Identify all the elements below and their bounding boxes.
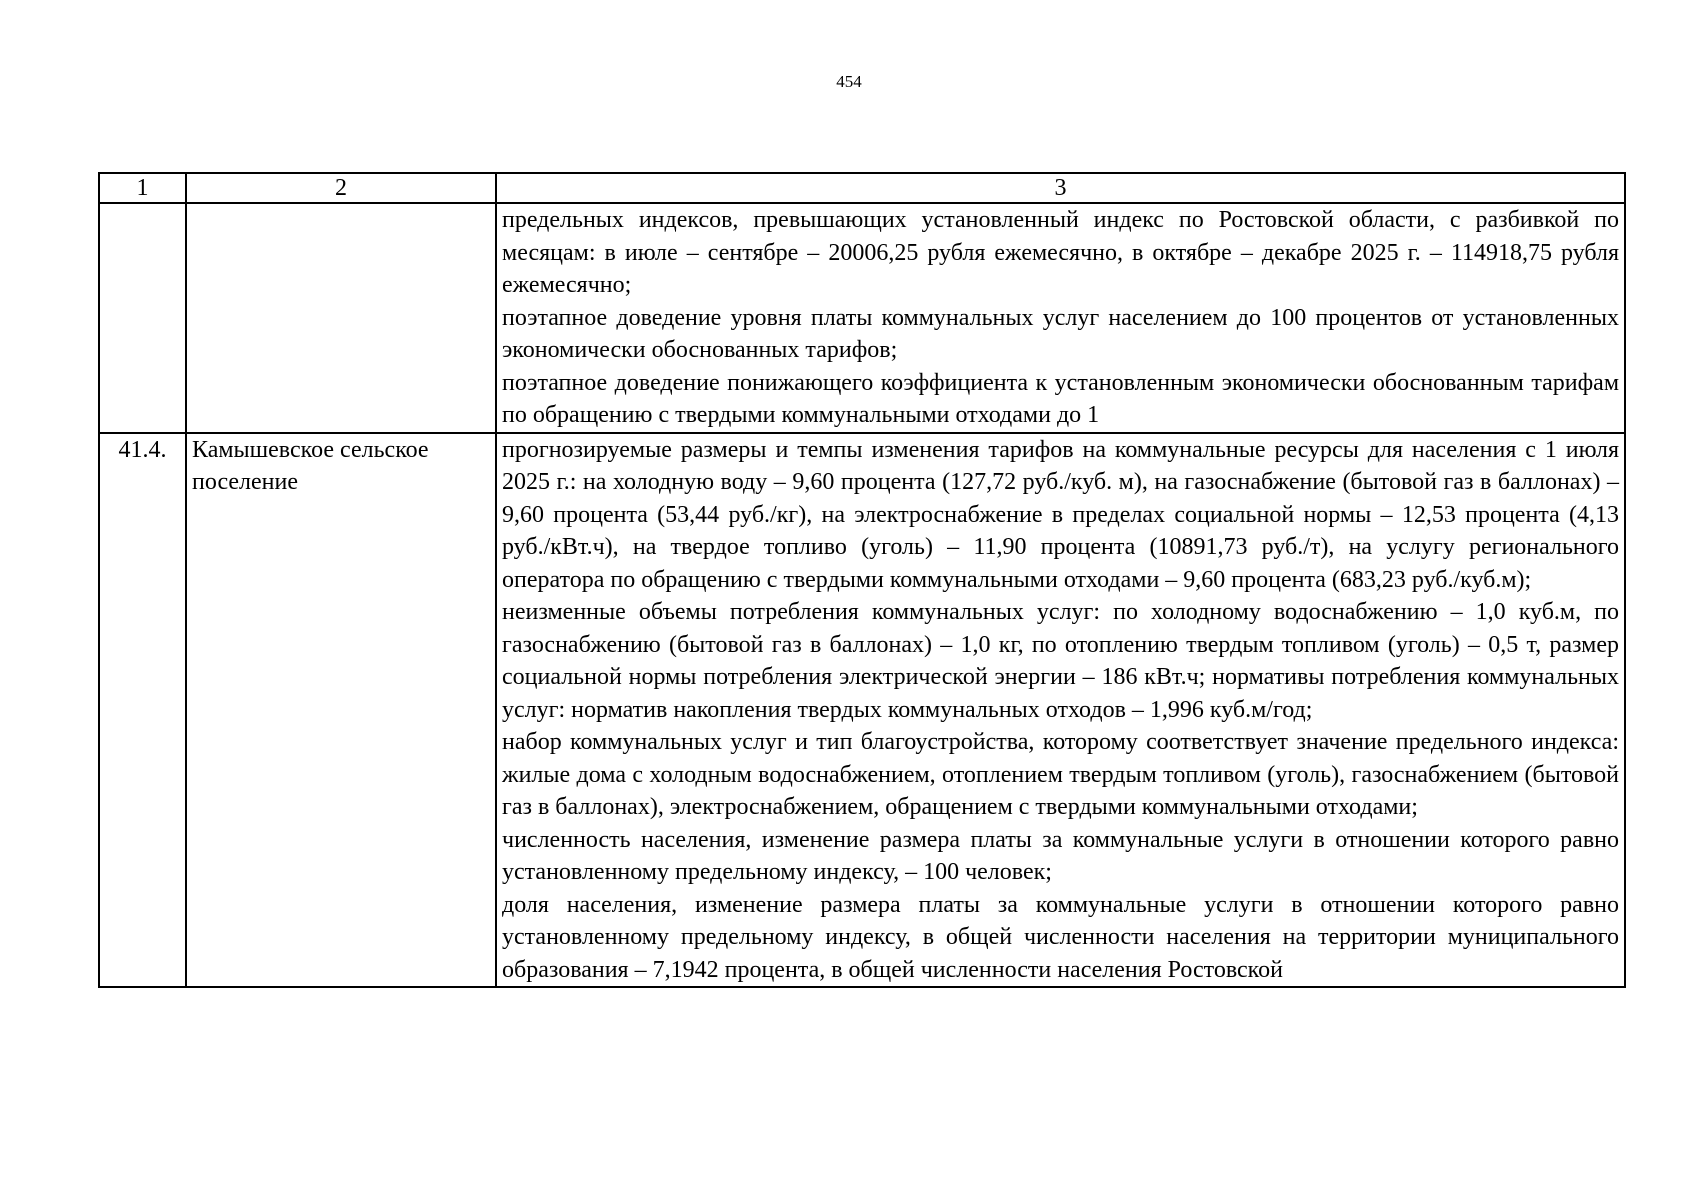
header-cell-1: 1 [99, 173, 186, 203]
row-content-cell [496, 203, 1625, 433]
content-paragraph: предельных индексов, превышающих установленный индекс по Ростовской области, с разбивкой по месяцам: в июле – сентябре – 20006,25 рубля ежемесячно, в октябре – декабре 2025 г. – 114918,75 рубля ежемесячно; [502, 207, 1619, 298]
row-content-cell [496, 433, 1625, 988]
content-paragraph: прогнозируемые размеры и темпы изменения тарифов на коммунальные ресурсы для населения с 1 июля 2025 г.: на холодную воду – 9,60 процента (127,72 руб./куб. м), на газоснабжение (бытовой газ в баллонах) – 9,60 процента (53,44 руб./кг), на электроснабжение в пределах социальной нормы – 12,53 процента (4,13 руб./кВт.ч), на твердое топливо (уголь) – 11,90 процента (10891,73 руб./т), на услугу регионального оператора по обращению с твердыми коммунальными отходами – 9,60 процента (683,23 руб./куб.м); [502, 436, 1619, 593]
content-paragraph: численность населения, изменение размера платы за коммунальные услуги в отношении которого равно установленному предельному индексу, – 100 человек; [502, 826, 1619, 885]
row-name-cell [186, 203, 496, 433]
content-paragraph: поэтапное доведение понижающего коэффициента к установленным экономически обоснованным тарифам по обращению с твердыми коммунальными отходами до 1 [502, 369, 1619, 428]
content-paragraph: доля населения, изменение размера платы за коммунальные услуги в отношении которого равно установленному предельному индексу, в общей численности населения на территории муниципального образования – 7,1942 процента, в общей численности населения Ростовской [502, 891, 1619, 983]
page-number: 454 [836, 72, 862, 91]
header-cell-3: 3 [496, 173, 1625, 203]
row-number-cell [99, 203, 186, 433]
table-row [99, 433, 1625, 988]
row-number-cell: 41.4. [99, 433, 186, 988]
table-row [99, 203, 1625, 433]
content-paragraph: неизменные объемы потребления коммунальных услуг: по холодному водоснабжению – 1,0 куб.м, по газоснабжению (бытовой газ в баллонах) – 1,0 кг, по отоплению твердым топливом (уголь) – 0,5 т, размер социальной нормы потребления электрической энергии – 186 кВт.ч; нормативы потребления коммунальных услуг: норматив накопления твердых коммунальных отходов – 1,996 куб.м/год; [502, 599, 1619, 723]
row-name-cell: Камышевское сельское поселение [186, 433, 496, 988]
content-paragraph: поэтапное доведение уровня платы коммунальных услуг населением до 100 процентов от установленных экономически обоснованных тарифов; [502, 304, 1619, 363]
document-table [98, 172, 1626, 988]
content-paragraph: набор коммунальных услуг и тип благоустройства, которому соответствует значение предельного индекса: жилые дома с холодным водоснабжением, отоплением твердым топливом (уголь), газоснабжением (бытовой газ в баллонах), электроснабжением, обращением с твердыми коммунальными отходами; [502, 729, 1619, 820]
header-cell-2: 2 [186, 173, 496, 203]
table-header-row [99, 173, 1625, 203]
